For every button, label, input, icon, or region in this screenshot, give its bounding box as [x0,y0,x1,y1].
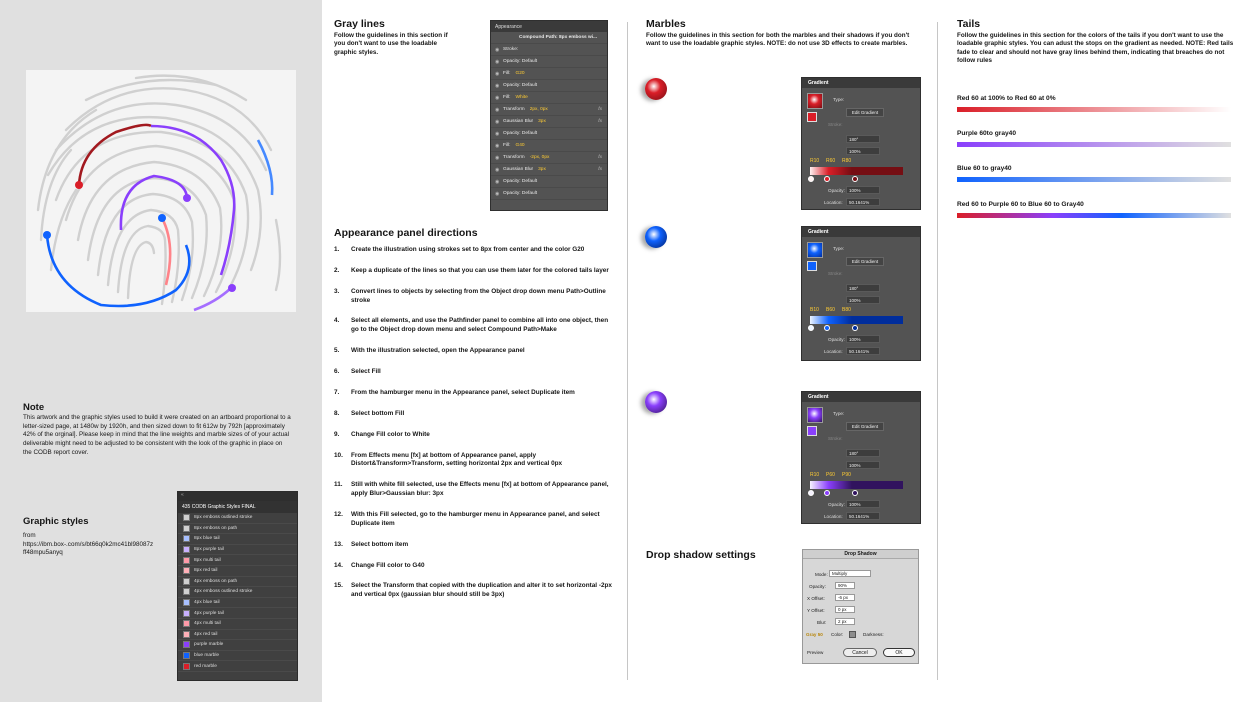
opacity-label: Opacity: [809,584,826,589]
gradient-stop-label: P60 [826,472,835,478]
visibility-eye-icon[interactable]: ◉ [495,166,500,173]
style-swatch-icon [183,567,190,574]
appearance-row-label: Fill: [503,143,511,148]
ok-button[interactable]: OK [883,648,915,657]
color-label: Color: [831,632,844,637]
fx-icon[interactable]: fx [598,155,602,160]
tails-body: Follow the guidelines in this section for the colors of the tails if you don't want to use the loadable graphic styles. You can adust the stops on the gradient as needed. NOTE: Red tails fade to clear and should not have gray lines behind them, indicating that breaches do not follow rules [957,32,1234,64]
appearance-row-value: -2px, 0px [529,155,550,160]
tail-label: Red 60 to Purple 60 to Blue 60 to Gray40 [957,201,1084,208]
graphic-style-label: 4px red tail [194,631,218,637]
opacity-field[interactable]: 100% [846,335,880,343]
visibility-eye-icon[interactable]: ◉ [495,118,500,125]
appearance-row-label: Gaussian Blur [503,167,534,172]
opacity-label: Opacity: [828,188,845,193]
marbles-title: Marbles [646,18,686,30]
gradient-stop-label: P90 [842,472,851,478]
fx-icon[interactable]: fx [598,107,602,112]
appearance-row-label: Transform [503,155,525,160]
graphic-style-item[interactable] [178,661,297,672]
direction-step [334,511,614,529]
divider [627,22,628,680]
direction-step [334,431,614,440]
visibility-eye-icon[interactable]: ◉ [495,130,500,137]
directions-section [334,227,478,239]
x-offset-label: X Offset: [807,596,825,601]
step-number: 14. [334,561,343,569]
direction-step [334,562,614,571]
tail-gradient-bar [957,107,1231,112]
style-swatch-icon [183,525,190,532]
blue-marble [645,226,667,248]
appearance-row[interactable] [491,152,607,164]
type-label: Type: [833,246,845,251]
fingerprint-svg [26,70,296,312]
gradient-stop-handle[interactable] [808,176,814,182]
graphic-style-label: 8px emboss on path [194,525,238,531]
appearance-row-value: White [515,95,528,100]
visibility-eye-icon[interactable]: ◉ [495,178,500,185]
appearance-row-label: Fill: [503,71,511,76]
step-number: 9. [334,430,340,438]
divider [937,22,938,680]
purple-marble [645,391,667,413]
stroke-label: Stroke: [828,122,843,127]
visibility-eye-icon[interactable]: ◉ [495,142,500,149]
graphic-styles-body: from https://ibm.box-.com/s/bt66q0k2mc41bl98087z ff48mpu5anyq [23,532,154,557]
darkness-label[interactable]: Darkness: [863,632,884,637]
cancel-button[interactable]: Cancel [843,648,877,657]
appearance-tab[interactable]: Appearance [491,21,607,32]
mode-select[interactable]: Multiply [829,570,871,577]
direction-step [334,389,614,398]
graphic-style-item[interactable] [178,513,297,524]
direction-step [334,582,614,600]
gradient-stop-label: R80 [842,158,852,164]
direction-step [334,246,614,255]
tails-title: Tails [957,18,981,30]
red-marble [645,78,667,100]
style-swatch-icon [183,631,190,638]
scale-field[interactable]: 100% [846,461,880,469]
step-number: 8. [334,409,340,417]
appearance-row[interactable] [491,140,607,152]
graphic-style-item[interactable] [178,651,297,662]
appearance-row[interactable] [491,80,607,92]
note-title: Note [23,402,45,413]
preview-checkbox[interactable]: Preview [807,650,824,655]
drop-shadow-dialog [802,549,919,664]
step-number: 12. [334,510,343,518]
mode-label: Mode: [815,572,828,577]
color-swatch[interactable] [849,631,856,638]
step-number: 3. [334,287,340,295]
panel-close-icon[interactable]: « [178,492,297,501]
appearance-row[interactable] [491,68,607,80]
gradient-stop-handle[interactable] [852,325,858,331]
gradient-stop-label: B80 [842,307,851,313]
visibility-eye-icon[interactable]: ◉ [495,154,500,161]
appearance-row-value: 3px [538,119,546,124]
drop-shadow-dialog-title: Drop Shadow [803,550,918,559]
visibility-eye-icon[interactable]: ◉ [495,190,500,197]
fill-swatch-icon[interactable] [807,261,817,271]
blue-marble-dot-2 [43,231,51,239]
graphic-style-label: 8px blue tail [194,536,220,542]
gray-lines-title: Gray lines [334,18,385,30]
fx-icon[interactable]: fx [598,167,602,172]
gradient-panel [801,226,921,361]
tail-label: Blue 60 to gray40 [957,165,1012,172]
graphic-style-item[interactable] [178,619,297,630]
direction-step [334,267,614,276]
step-text: Change Fill color to White [351,430,430,438]
left-panel [0,0,322,702]
style-swatch-icon [183,588,190,595]
edit-gradient-button[interactable]: Edit Gradient [846,108,884,117]
stroke-label: Stroke: [828,436,843,441]
style-swatch-icon [183,546,190,553]
direction-step [334,410,614,419]
step-text: Select bottom item [351,540,409,548]
graphic-style-label: 4px emboss outlined stroke [194,589,253,595]
gradient-panel [801,77,921,210]
appearance-row[interactable] [491,188,607,200]
location-field[interactable]: 50.1641% [846,347,880,355]
step-text: With the illustration selected, open the Appearance panel [351,347,525,355]
purple-marble-dot [183,194,191,202]
style-swatch-icon [183,514,190,521]
appearance-row-label: Opacity: Default [503,83,538,88]
step-number: 7. [334,388,340,396]
style-swatch-icon [183,599,190,606]
blur-label: Blur: [817,620,827,625]
tail-label: Red 60 at 100% to Red 60 at 0% [957,95,1056,102]
opacity-field[interactable]: 90% [835,582,855,589]
appearance-row[interactable] [491,44,607,56]
appearance-row[interactable] [491,92,607,104]
step-text: Convert lines to objects by selecting from the Object drop down menu Path>Outline stroke [351,287,606,304]
graphic-style-item[interactable] [178,598,297,609]
graphic-style-label: 8px emboss outlined stroke [194,515,253,521]
opacity-field[interactable]: 100% [846,186,880,194]
graphic-style-item[interactable] [178,524,297,535]
graphic-style-item[interactable] [178,545,297,556]
gradient-stop-label: R10 [810,472,820,478]
step-number: 4. [334,317,340,325]
gradient-stop-handle[interactable] [824,490,830,496]
step-text: Create the illustration using strokes set to 8px from center and the color G20 [351,246,585,253]
graphic-style-label: 8px purple tail [194,547,224,553]
appearance-row-label: Transform [503,107,525,112]
gradient-stop-label: R60 [826,158,836,164]
appearance-row[interactable] [491,32,607,44]
appearance-row[interactable] [491,56,607,68]
tail-gradient-bar [957,142,1231,147]
step-number: 11. [334,481,343,489]
x-offset-field[interactable]: -6 px [835,594,855,601]
step-text: Select all elements, and use the Pathfinder panel to combine all into one object, then go to the Object drop down menu and select Compound Path>Make [351,317,609,334]
scale-field[interactable]: 100% [846,147,880,155]
appearance-row-value: G40 [515,143,525,148]
opacity-field[interactable]: 100% [846,500,880,508]
appearance-row[interactable] [491,164,607,176]
graphic-styles-list [178,513,297,672]
graphic-style-item[interactable] [178,566,297,577]
gradient-preview-swatch[interactable] [807,407,823,423]
location-field[interactable]: 50.1641% [846,198,880,206]
direction-step [334,347,614,356]
graphic-style-item[interactable] [178,630,297,641]
graphic-style-item[interactable] [178,640,297,651]
graphic-style-item[interactable] [178,555,297,566]
angle-field[interactable]: 180° [846,284,880,292]
fill-swatch-icon[interactable] [807,426,817,436]
fingerprint-artwork [26,70,296,312]
graphic-style-label: purple marble [194,642,224,648]
graphic-style-label: 4px blue tail [194,600,220,606]
graphic-style-label: red marble [194,663,217,669]
gradient-stop-label: B60 [826,307,835,313]
drop-shadow-section [646,549,756,561]
style-swatch-icon [183,641,190,648]
direction-step [334,317,614,335]
style-swatch-icon [183,652,190,659]
graphic-style-label: 8px multi tail [194,557,221,563]
appearance-row-label: Fill: [503,95,511,100]
direction-step [334,368,614,377]
tail-gradient-bar [957,177,1231,182]
gradient-stop-label: R10 [810,158,820,164]
gradient-stop-handle[interactable] [852,490,858,496]
gray-lines-section [334,18,459,57]
graphic-style-label: blue marble [194,653,220,659]
appearance-row-label: Opacity: Default [503,59,538,64]
step-number: 1. [334,246,340,253]
graphic-style-item[interactable] [178,534,297,545]
graphic-style-label: 4px multi tail [194,621,221,627]
gradient-panel-title: Gradient [802,78,920,88]
gray-50-note: Gray 50 [806,632,823,637]
style-swatch-icon [183,535,190,542]
edit-gradient-button[interactable]: Edit Gradient [846,422,884,431]
visibility-eye-icon[interactable]: ◉ [495,58,500,65]
marbles-section [646,18,924,49]
directions-title: Appearance panel directions [334,227,478,239]
location-field[interactable]: 50.1641% [846,512,880,520]
gradient-panel-title: Gradient [802,227,920,237]
purple-marble-dot-2 [228,284,236,292]
visibility-eye-icon[interactable]: ◉ [495,46,500,53]
stroke-label: Stroke: [828,271,843,276]
location-label: Location: [824,200,843,205]
step-text: From the hamburger menu in the Appearance panel, select Duplicate item [351,388,575,396]
type-label: Type: [833,411,845,416]
gradient-stop-handle[interactable] [824,325,830,331]
direction-step [334,481,614,499]
appearance-row-label: Opacity: Default [503,179,538,184]
graphic-style-item[interactable] [178,608,297,619]
step-number: 5. [334,347,340,355]
graphic-styles-panel [177,491,298,681]
gradient-panel-title: Gradient [802,392,920,402]
opacity-label: Opacity: [828,337,845,342]
graphic-style-label: 4px emboss on path [194,578,238,584]
graphic-styles-title: Graphic styles [23,516,89,527]
step-text: Select the Transform that copied with the duplication and alter it to set horizontal -2px and vertical 0px (gaussian blur should still be 3px) [351,582,612,599]
step-number: 6. [334,368,340,376]
tail-label: Purple 60to gray40 [957,130,1017,137]
visibility-eye-icon[interactable]: ◉ [495,70,500,77]
appearance-row-label: Opacity: Default [503,191,538,196]
gradient-slider[interactable] [810,316,903,324]
gradient-stop-label: B10 [810,307,819,313]
graphic-style-item[interactable] [178,587,297,598]
tail-gradient-bar [957,213,1231,218]
step-number: 2. [334,266,340,274]
blur-field[interactable]: 2 px [835,618,855,625]
opacity-label: Opacity: [828,502,845,507]
note-body: This artwork and the graphic styles used to build it were created on an artboard proportional to a letter-sized page, at 1480w by 1920h, and then sized down to fit 612w by 792h [approximately 42% of the orginal]. Please keep in mind that the line weights and marble sizes of of your actual deliverable might need to be adjusted to be consistent with the look of the graphic in place on the CODB report cover. [23,414,291,456]
angle-field[interactable]: 180° [846,135,880,143]
step-number: 13. [334,540,343,548]
step-text: Change Fill color to G40 [351,561,425,569]
appearance-row[interactable] [491,116,607,128]
graphic-style-label: 8px red tail [194,568,218,574]
appearance-row[interactable] [491,104,607,116]
tails-section [957,18,1235,65]
style-swatch-icon [183,578,190,585]
graphic-style-item[interactable] [178,577,297,588]
gradient-stop-handle[interactable] [808,325,814,331]
style-swatch-icon [183,610,190,617]
appearance-row-value: 2px, 0px [529,107,548,112]
gradient-preview-swatch[interactable] [807,242,823,258]
fill-swatch-icon[interactable] [807,112,817,122]
step-text: With this Fill selected, go to the hamburger menu in Appearance panel, and select Duplicate item [351,510,600,527]
gradient-panel [801,391,921,524]
appearance-row-label: Stroke: [503,47,519,52]
step-number: 10. [334,451,343,459]
scale-field[interactable]: 100% [846,296,880,304]
visibility-eye-icon[interactable]: ◉ [495,106,500,113]
blue-marble-dot [158,214,166,222]
step-text: Keep a duplicate of the lines so that you can use them later for the colored tails layer [351,266,609,274]
appearance-row-label: Gaussian Blur [503,119,534,124]
direction-step [334,541,614,550]
appearance-row[interactable] [491,176,607,188]
y-offset-label: Y Offset: [807,608,825,613]
gradient-stop-handle[interactable] [852,176,858,182]
appearance-panel [490,20,608,211]
appearance-row[interactable] [491,128,607,140]
appearance-row-value: 3px [538,167,546,172]
appearance-rows [491,32,607,200]
style-swatch-icon [183,557,190,564]
graphic-style-label: 4px purple tail [194,610,224,616]
location-label: Location: [824,349,843,354]
graphic-styles-panel-title: 435 CODB Graphic Styles FINAL [178,501,297,513]
gray-lines-body: Follow the guidelines in this section if you don't want to use the loadable graphic styles. [334,32,448,56]
appearance-row-label: Compound Path: 8px emboss wi... [519,35,598,40]
fx-icon[interactable]: fx [598,119,602,124]
direction-step [334,452,614,470]
step-text: From Effects menu [fx] at bottom of Appearance panel, apply Distort&Transform>Transform, setting horizontal 2px and vertical 0px [351,451,563,468]
step-text: Select bottom Fill [351,409,405,417]
style-swatch-icon [183,620,190,627]
appearance-row-label: Opacity: Default [503,131,538,136]
gradient-slider[interactable] [810,167,903,175]
edit-gradient-button[interactable]: Edit Gradient [846,257,884,266]
directions-list [334,246,614,612]
gradient-stop-handle[interactable] [824,176,830,182]
y-offset-field[interactable]: 0 px [835,606,855,613]
gradient-preview-swatch[interactable] [807,93,823,109]
marbles-body: Follow the guidelines in this section for both the marbles and their shadows if you don't want to use the loadable graphic styles. NOTE: do not use 3D effects to create marbles. [646,32,910,48]
visibility-eye-icon[interactable]: ◉ [495,82,500,89]
type-label: Type: [833,97,845,102]
step-text: Still with white fill selected, use the Effects menu [fx] at bottom of Appearance panel, apply Blur>Gaussian blur: 3px [351,481,609,498]
step-text: Select Fill [351,368,381,376]
gradient-slider[interactable] [810,481,903,489]
style-swatch-icon [183,663,190,670]
gradient-stop-handle[interactable] [808,490,814,496]
step-number: 15. [334,582,343,590]
visibility-eye-icon[interactable]: ◉ [495,94,500,101]
red-marble-dot [75,181,83,189]
appearance-row-value: G20 [515,71,525,76]
angle-field[interactable]: 180° [846,449,880,457]
drop-shadow-title: Drop shadow settings [646,549,756,561]
location-label: Location: [824,514,843,519]
direction-step [334,288,614,306]
